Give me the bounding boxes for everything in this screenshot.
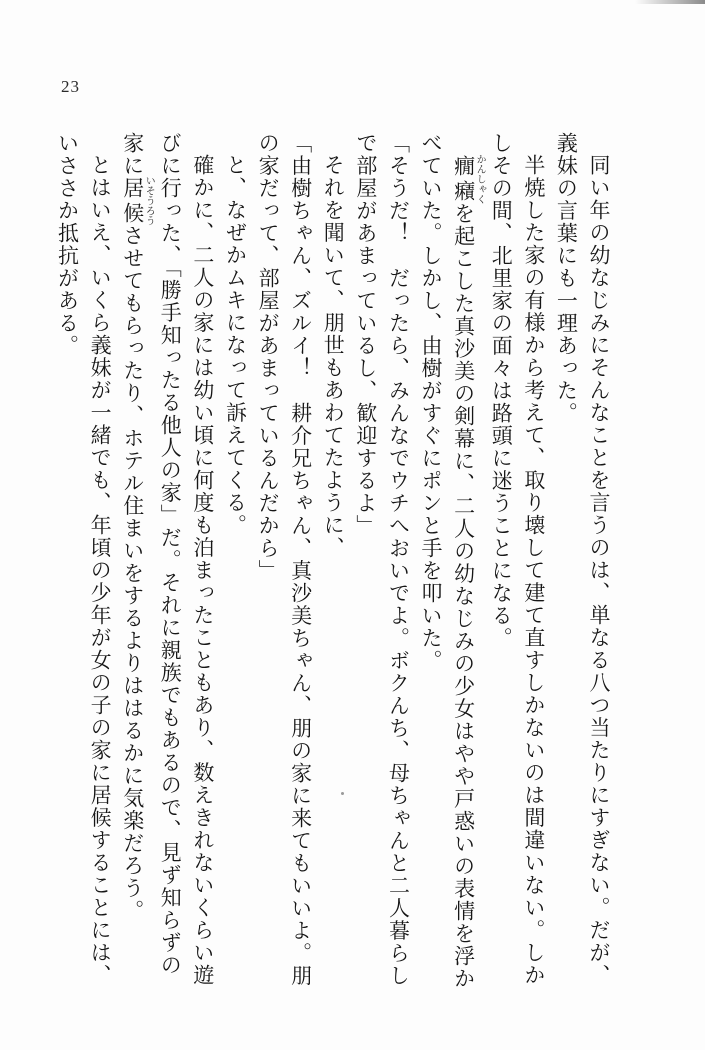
text-column-6: べていた。しかし、由樹がすぐにポンと手を叩いた。: [419, 132, 444, 672]
text-column-13: 確かに、二人の家には幼い頃に何度も泊まったこともあり、数えきれないくらい遊: [190, 154, 215, 987]
text-column-3: 半焼した家の有様から考えて、取り壊して建て直すしかないのは間違いない。しか: [521, 154, 546, 987]
text-block: [55, 132, 615, 1004]
scan-corner-smudge: [635, 0, 705, 4]
text-column-5: 癇癪かんしゃくを起こした真沙美の剣幕に、二人の幼なじみの少女はやや戸惑いの表情を浮か: [451, 154, 486, 991]
text-column-7: 「そうだ！ だったら、みんなでウチへおいでよ。ボクんち、母ちゃんと二人暮らし: [386, 132, 411, 987]
furigana-ruby: 居候いそうろう: [120, 175, 155, 226]
page-number: 23: [61, 77, 80, 96]
text-column-14: びに行った、「勝手知ったる他人の家」だ。それに親族でもあるので、見ず知らずの: [158, 132, 183, 977]
text-column-8: で部屋があまっているし、歓迎するよ」: [353, 132, 378, 537]
text-column-2: 義妹の言葉にも一理あった。: [554, 132, 579, 425]
text-column-1: 同い年の幼なじみにそんなことを言うのは、単なる八つ当たりにすぎない。だが、: [587, 154, 611, 987]
text-column-10: 「由樹ちゃん、ズルイ！ 耕介兄ちゃん、真沙美ちゃん、朋の家に来てもいいよ。朋: [288, 132, 313, 987]
text-column-9: それを聞いて、朋世もあわてたように、: [321, 154, 346, 559]
text-column-4: しその間、北里家の面々は路頭に迷うことになる。: [489, 132, 514, 650]
text-column-11: の家だって、部屋があまっているんだから」: [256, 132, 281, 582]
text-column-17: いささか抵抗がある。: [55, 132, 80, 357]
text-column-12: と、なぜかムキになって訴えてくる。: [223, 154, 248, 537]
text-column-15: 家に居候いそうろうさせてもらったり、ホテル住まいをするよりははるかに気楽だろう。: [120, 132, 155, 922]
text-column-16: とはいえ、いくら義妹が一緒でも、年頃の少年が女の子の家に居候することには、: [88, 154, 113, 987]
furigana-ruby: 癇癪かんしゃく: [451, 154, 486, 204]
